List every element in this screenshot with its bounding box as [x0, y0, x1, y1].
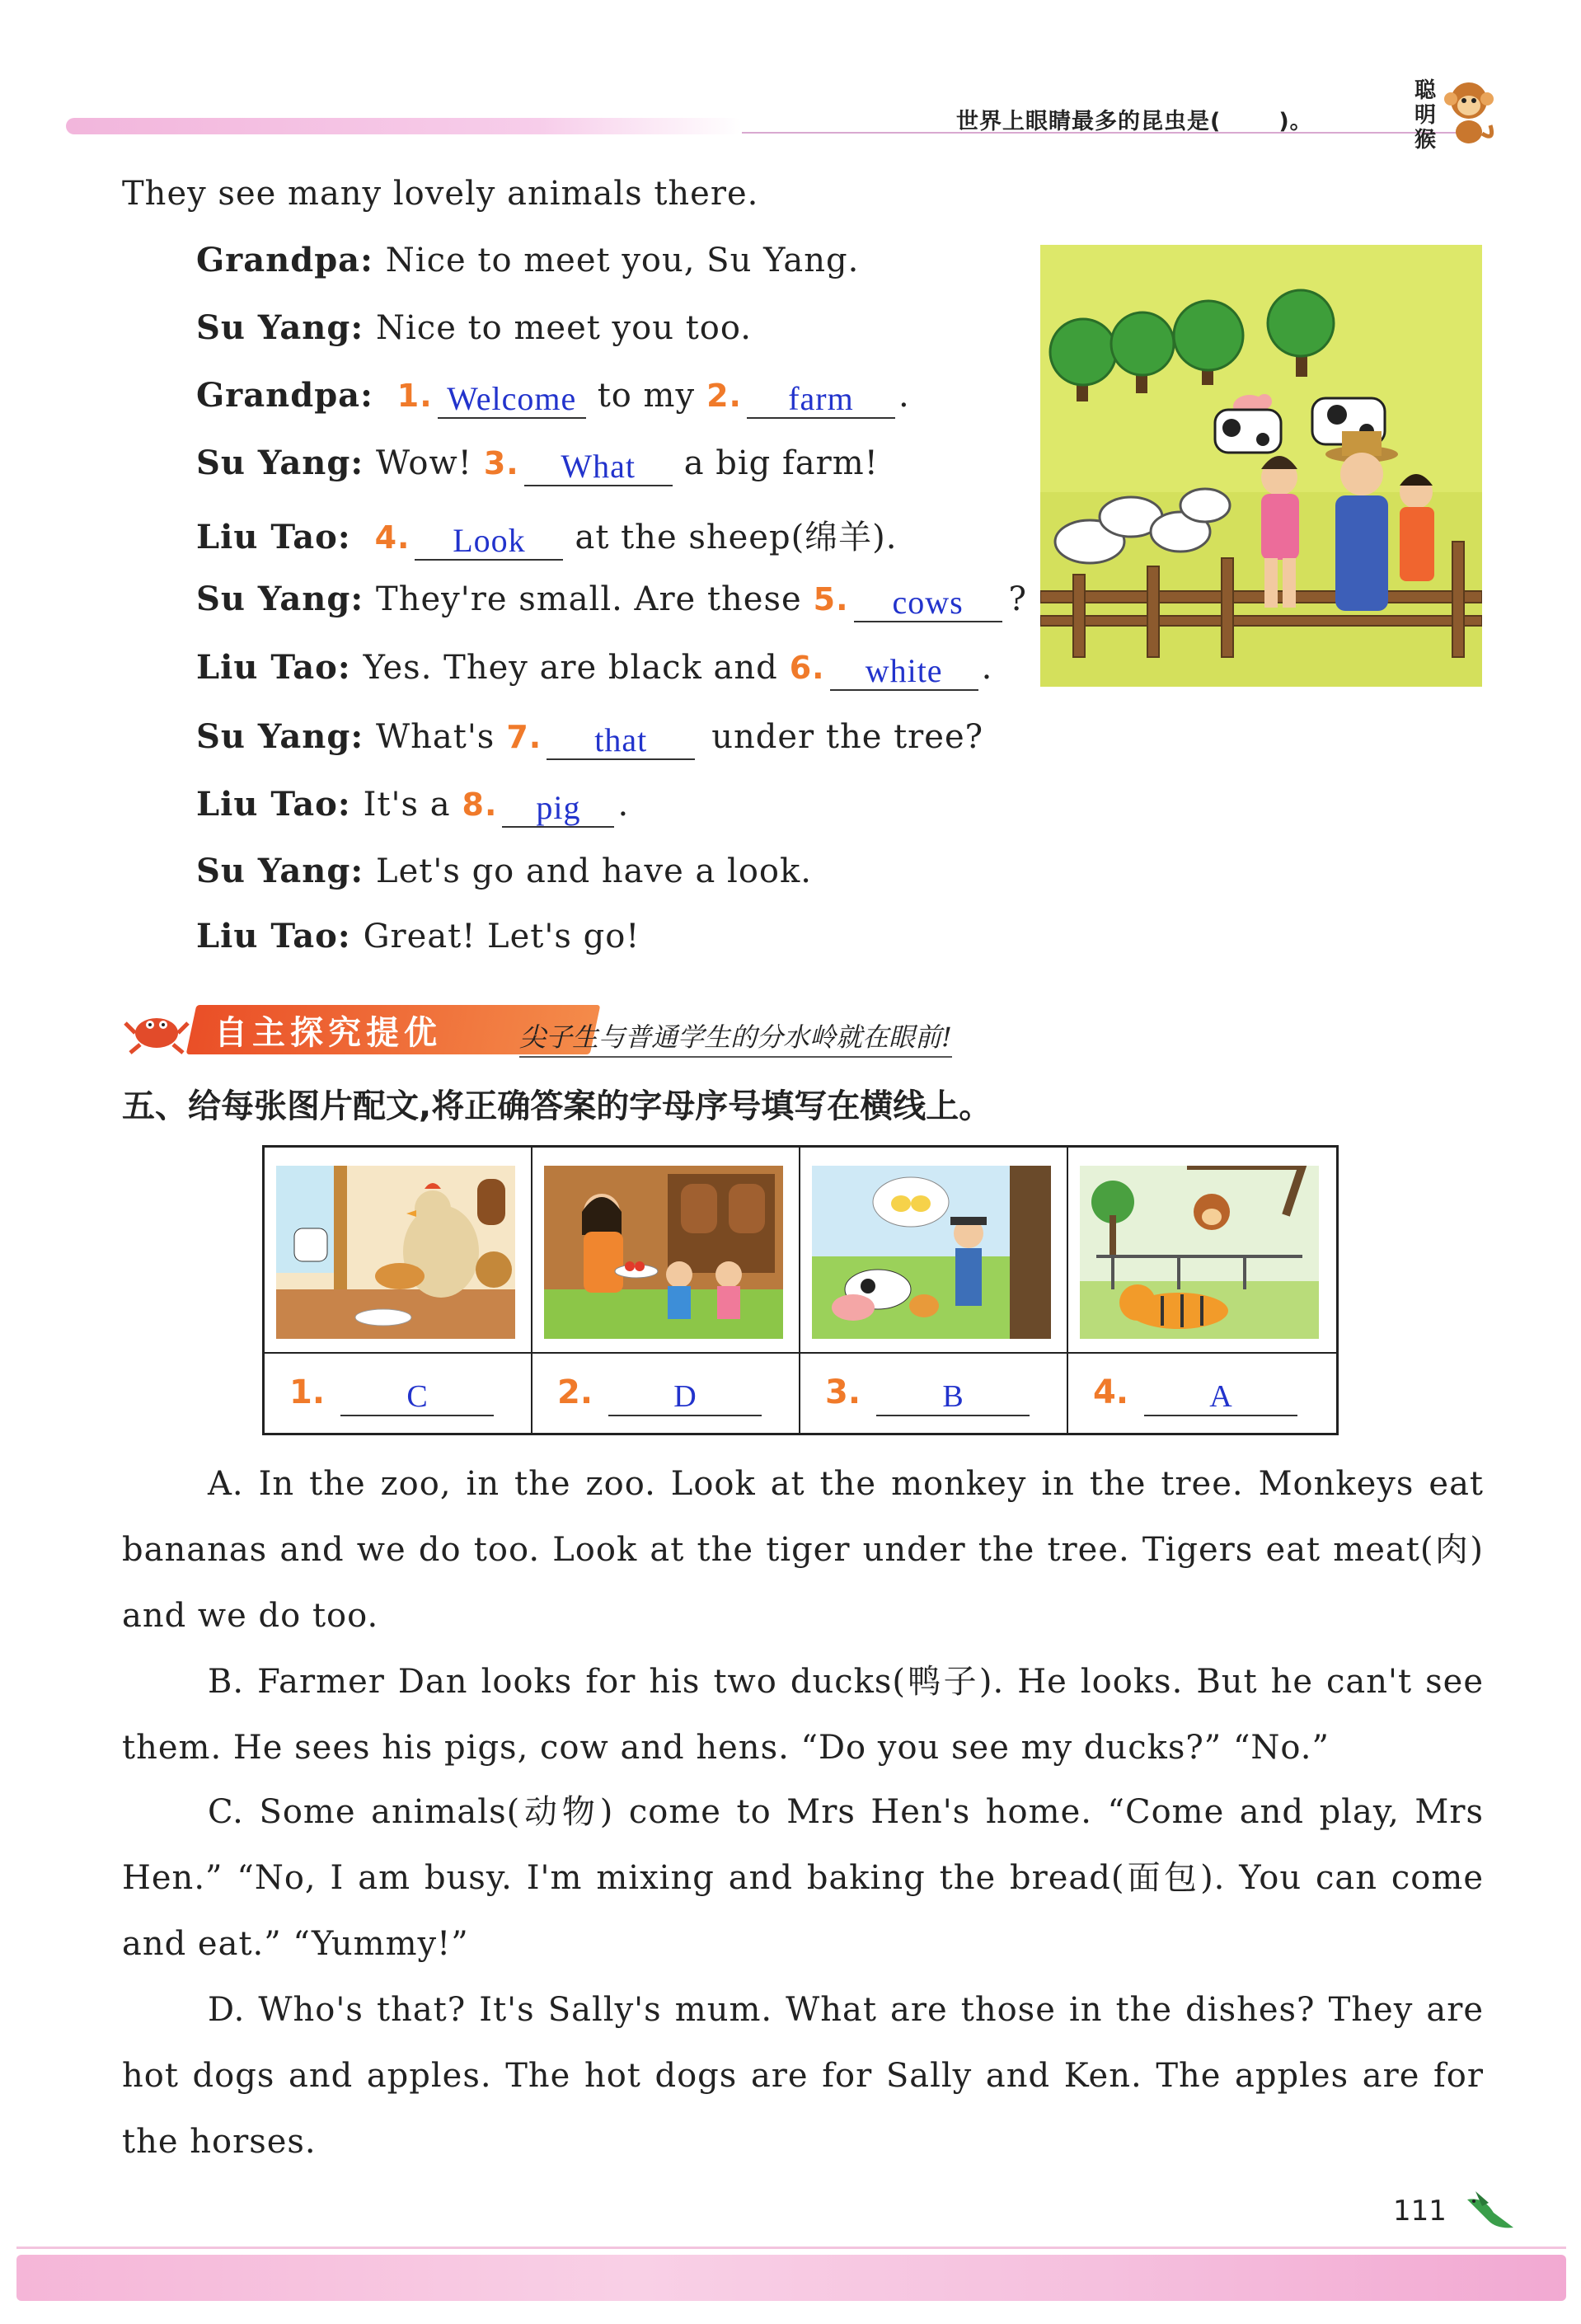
header-question [956, 103, 1313, 135]
crab-icon [124, 1000, 190, 1058]
dialogue-text: Let's go and have a look. [376, 852, 812, 890]
passage-text: hot dogs and apples. The hot dogs are for Sally and Ken. The apples are for the horses. [122, 2057, 1484, 2161]
passage-text: B. Farmer Dan looks for his two ducks(鸭子). He looks. But he can't see [208, 1663, 1484, 1701]
dialogue-text: Great! Let's go! [363, 918, 640, 955]
picture-cell [265, 1148, 532, 1354]
hen-baking-picture [276, 1166, 515, 1339]
question-number: 5. [813, 581, 849, 617]
zoo-monkey-tiger-picture [1080, 1166, 1319, 1339]
farmer-ducks-picture [812, 1166, 1051, 1339]
speaker-sep: : [337, 785, 364, 824]
dialogue-text: Yes. They are black and [363, 649, 778, 687]
bird-icon [1464, 2188, 1518, 2234]
speaker-name: Su Yang [196, 308, 351, 347]
passage-text: bananas and we do too. Look at the tiger under the tree. Tigers eat meat(肉) and we do too. [122, 1531, 1484, 1635]
dialogue-text: a big farm! [683, 444, 879, 482]
dialogue-text: under the tree? [711, 718, 984, 756]
dialogue-line [196, 444, 879, 483]
picture-cell [532, 1148, 800, 1354]
dialogue-line [196, 580, 1027, 619]
dialogue-text: to my [597, 377, 696, 415]
dialogue-line [196, 717, 983, 757]
page-number: 111 [1393, 2195, 1447, 2228]
speaker-sep: : [350, 717, 377, 756]
answer-cell [265, 1354, 532, 1433]
answer-blank[interactable]: pig [502, 790, 614, 828]
speaker-sep: : [350, 580, 377, 618]
mum-with-dishes-picture [544, 1166, 783, 1339]
answer-blank[interactable]: C [340, 1378, 494, 1416]
dialogue-text: What's [376, 718, 495, 756]
speaker-name: Su Yang [196, 717, 351, 756]
answer-cell [1068, 1354, 1336, 1433]
answer-blank[interactable]: Welcome [438, 381, 586, 419]
dialogue-line [196, 785, 629, 824]
passage-text: them. He sees his pigs, cow and hens. “Do you see my ducks?” “No.” [122, 1729, 1330, 1767]
section-tagline: 尖子生与普通学生的分水岭就在眼前! [519, 1016, 952, 1058]
header-question-end: )。 [1278, 109, 1313, 134]
passage-text: Hen.” “No, I am busy. I'm mixing and baking the bread(面包). You can come and eat.” “Yummy!” [122, 1859, 1484, 1963]
dialogue-text: at the sheep(绵羊). [575, 519, 898, 556]
dialogue-line [196, 917, 640, 955]
speaker-sep: : [337, 917, 364, 955]
speaker-sep: : [350, 444, 377, 482]
dialogue-text: ? [1008, 580, 1027, 618]
monkey-icon [1441, 76, 1499, 150]
answer-blank[interactable]: farm [747, 381, 895, 419]
dialogue-text: Nice to meet you, Su Yang. [385, 242, 860, 279]
section-banner-text: 自主探究提优 [214, 1014, 442, 1052]
speaker-name: Grandpa [196, 241, 361, 279]
dialogue-line [196, 241, 859, 279]
dialogue-text: . [617, 786, 630, 824]
question-number: 7. [506, 719, 542, 755]
dialogue-line [196, 852, 812, 890]
dialogue-intro: They see many lovely animals there. [122, 175, 759, 213]
question-number: 2. [706, 378, 742, 414]
answer-blank[interactable]: that [547, 722, 695, 760]
answer-blank[interactable]: white [830, 653, 978, 691]
speaker-sep: : [337, 518, 364, 556]
farm-scene-illustration [1040, 245, 1482, 687]
speaker-sep: : [337, 648, 364, 687]
passage-text: C. Some animals(动物) come to Mrs Hen's home. “Come and play, Mrs [208, 1793, 1484, 1831]
answer-blank[interactable]: A [1144, 1378, 1297, 1416]
footer-bar [16, 2255, 1566, 2301]
passage-text: A. In the zoo, in the zoo. Look at the monkey in the tree. Monkeys eat [208, 1465, 1484, 1503]
answer-cell [532, 1354, 800, 1433]
passage-text: D. Who's that? It's Sally's mum. What are those in the dishes? They are [208, 1991, 1484, 2029]
header-question-text: 世界上眼睛最多的昆虫是( [956, 109, 1222, 134]
answer-blank[interactable]: cows [854, 585, 1002, 622]
question-number: 3. [825, 1373, 861, 1411]
answer-cell [800, 1354, 1068, 1433]
dialogue-text: . [981, 649, 993, 687]
passage-a [122, 1451, 1484, 1649]
speaker-name: Su Yang [196, 580, 351, 618]
dialogue-text: It's a [363, 786, 451, 824]
question-number: 2. [557, 1373, 593, 1411]
footer-line [16, 2247, 1566, 2249]
answer-blank[interactable]: What [524, 448, 673, 486]
picture-cell [800, 1148, 1068, 1354]
speaker-name: Su Yang [196, 444, 351, 482]
speaker-sep: : [350, 852, 377, 890]
question-number: 1. [289, 1373, 326, 1411]
speaker-sep: : [360, 376, 386, 415]
speaker-name: Liu Tao [196, 785, 338, 824]
answer-blank[interactable]: D [608, 1378, 762, 1416]
dialogue-line [196, 648, 992, 688]
question-number: 3. [483, 445, 519, 481]
dialogue-line [196, 511, 898, 558]
passage-c [122, 1779, 1484, 1977]
passage-d [122, 1977, 1484, 2175]
speaker-name: Liu Tao [196, 648, 338, 687]
matching-table [262, 1145, 1339, 1435]
passage-b [122, 1649, 1484, 1781]
question-number: 6. [789, 650, 825, 686]
speaker-name: Liu Tao [196, 518, 338, 556]
exercise-title: 五、给每张图片配文,将正确答案的字母序号填写在横线上。 [122, 1087, 992, 1125]
speaker-sep: : [350, 308, 377, 347]
speaker-name: Su Yang [196, 852, 351, 890]
header-bar [66, 118, 742, 134]
speaker-sep: : [360, 241, 386, 279]
question-number: 4. [1093, 1373, 1129, 1411]
answer-blank[interactable]: B [876, 1378, 1030, 1416]
question-number: 4. [374, 519, 410, 556]
answer-blank[interactable]: Look [415, 523, 563, 561]
question-number: 1. [396, 378, 433, 414]
picture-cell [1068, 1148, 1336, 1354]
dialogue-line [196, 376, 910, 416]
brand-label: 聪明猴 [1414, 78, 1436, 153]
dialogue-text: They're small. Are these [376, 580, 802, 618]
speaker-name: Liu Tao [196, 917, 338, 955]
dialogue-text: Wow! [376, 444, 472, 482]
dialogue-text: Nice to meet you too. [376, 309, 752, 347]
dialogue-line [196, 308, 752, 347]
dialogue-text: . [898, 377, 910, 415]
speaker-name: Grandpa [196, 376, 361, 415]
question-number: 8. [462, 786, 498, 823]
